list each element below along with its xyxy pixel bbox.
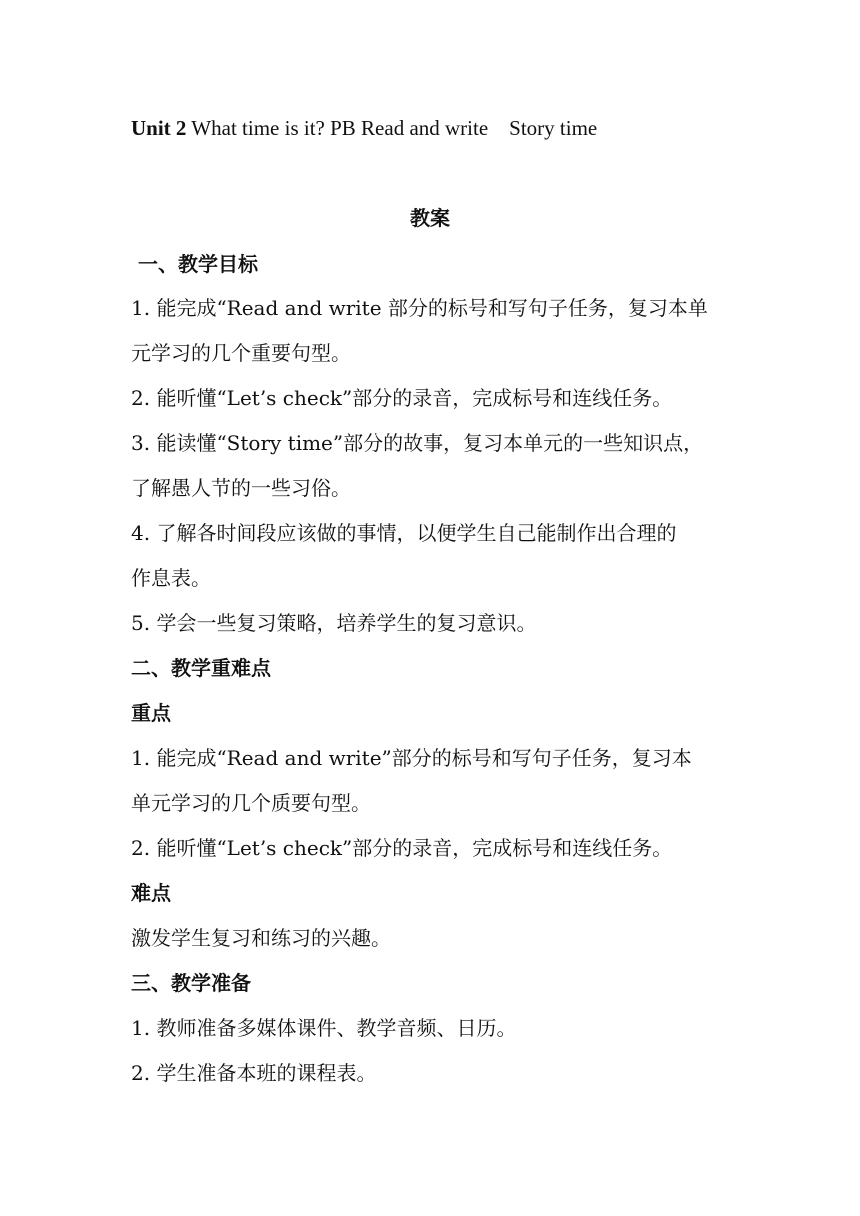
document-title [131,114,741,142]
section-heading-preparation: 三、教学准备 [131,971,251,995]
key-point-line: 2. 能听懂“Let’s check”部分的录音，完成标号和连线任务。 [131,836,673,860]
objective-line: 元学习的几个重要句型。 [131,341,351,365]
objective-line: 2. 能听懂“Let’s check”部分的录音，完成标号和连线任务。 [131,386,673,410]
key-point-line: 单元学习的几个质要句型。 [131,791,371,815]
title-rest: What time is it? PB Read and write Story time [186,116,598,140]
objective-line: 5. 学会一些复习策略，培养学生的复习意识。 [131,611,537,635]
subheading-key-points: 重点 [131,701,171,725]
subheading-difficult-points: 难点 [131,881,171,905]
objective-line: 1. 能完成“Read and write 部分的标号和写句子任务，复习本单 [131,296,708,320]
title-unit: Unit 2 [131,116,187,140]
objective-line: 了解愚人节的一些习俗。 [131,476,351,500]
section-heading-objectives: 一、教学目标 [138,252,258,276]
difficult-point-line: 激发学生复习和练习的兴趣。 [131,926,391,950]
preparation-line: 2. 学生准备本班的课程表。 [131,1061,377,1085]
key-point-line: 1. 能完成“Read and write”部分的标号和写句子任务，复习本 [131,746,692,770]
objective-line: 作息表。 [131,566,211,590]
preparation-line: 1. 教师准备多媒体课件、教学音频、日历。 [131,1016,517,1040]
section-heading-key-difficult: 二、教学重难点 [131,656,271,680]
objective-line: 4. 了解各时间段应该做的事情，以便学生自己能制作出合理的 [131,521,677,545]
document-heading: 教案 [410,206,450,230]
objective-line: 3. 能读懂“Story time”部分的故事，复习本单元的一些知识点， [131,431,704,455]
